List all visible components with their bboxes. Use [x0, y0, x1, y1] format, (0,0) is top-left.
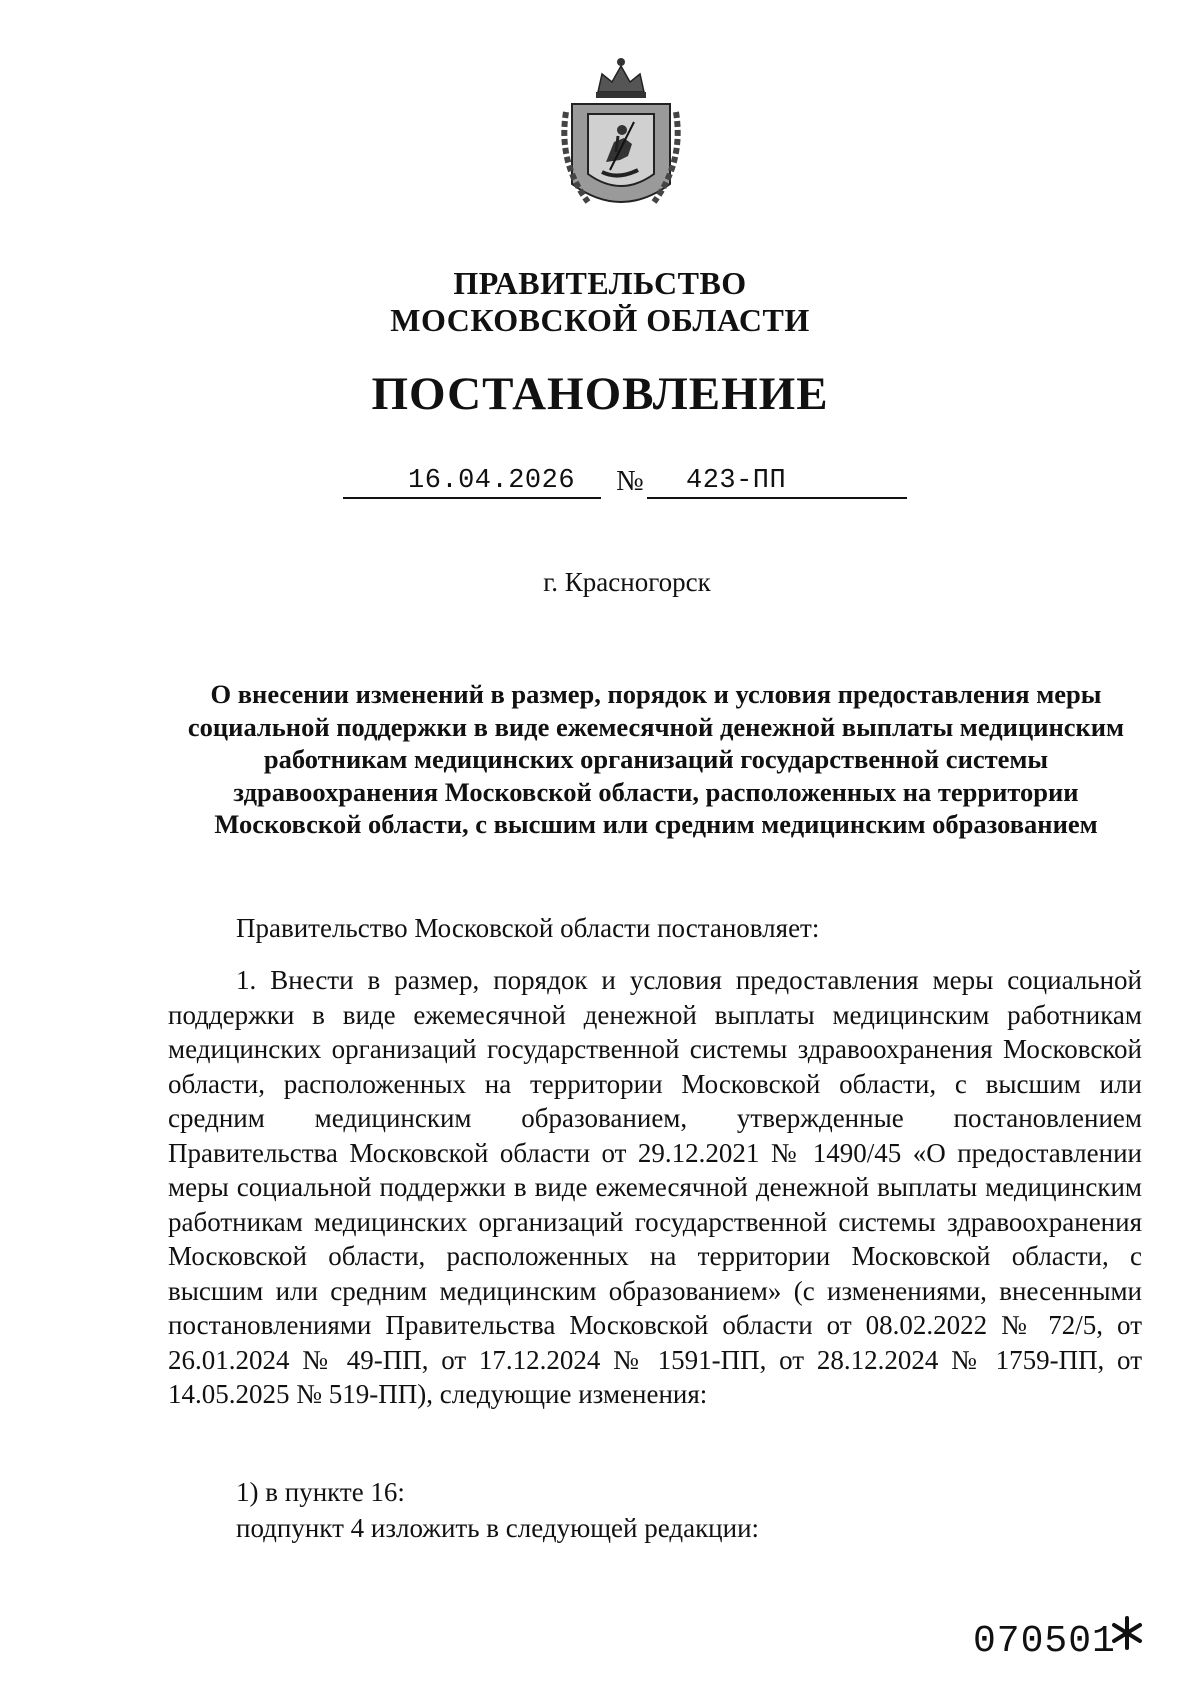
document-number: 423-ПП: [686, 466, 787, 496]
subitem-1-text: подпункт 4 изложить в следующей редакции:: [236, 1513, 760, 1543]
number-sign: №: [616, 465, 644, 497]
document-type-title: ПОСТАНОВЛЕНИЕ: [371, 368, 829, 420]
form-serial-number: 070501: [973, 1620, 1116, 1663]
asterisk-icon: [1108, 1614, 1146, 1652]
organization-name-line2: МОСКОВСКОЙ ОБЛАСТИ: [390, 302, 810, 338]
document-date: 16.04.2026: [408, 466, 576, 496]
date-underline: [343, 497, 601, 499]
organization-name-line1: ПРАВИТЕЛЬСТВО: [453, 265, 747, 301]
coat-of-arms-icon: [558, 52, 684, 220]
intro-statement: Правительство Московской области постановляет:: [236, 913, 820, 943]
subitem-1: 1) в пункте 16:: [236, 1477, 405, 1507]
number-underline: [647, 497, 907, 499]
city-of-issue: г. Красногорск: [543, 567, 711, 597]
paragraph-1: 1. Внести в размер, порядок и условия предоставления меры социальной поддержки в виде ежемесячной денежной выплаты медицинским работникам медицинских организаций государственной системы здравоохранения Московской области, расположенных на территории Московской области, с высшим или средним медицинским образованием, утвержденные постановлением Правительства Московской области от 29.12.2021 № 1490/45 «О предоставлении меры социальной поддержки в виде ежемесячной денежной выплаты медицинским работникам медицинских организаций государственной системы здравоохранения Московской области, расположенных на территории Московской области, с высшим или средним медицинским образованием» (с изменениями, внесенными постановлениями Правительства Московской области от 08.02.2022 № 72/5, от 26.01.2024 № 49-ПП, от 17.12.2024 № 1591-ПП, от 28.12.2024 № 1759-ПП, от 14.05.2025 № 519-ПП), следующие изменения:: [168, 965, 1142, 1409]
document-subject: О внесении изменений в размер, порядок и условия предоставления меры социальной поддержки в виде ежемесячной денежной выплаты медицинским работникам медицинских организаций государственной системы здравоохранения Московской области, расположенных на территории Московской области, с высшим или средним медицинским образованием: [187, 679, 1125, 839]
